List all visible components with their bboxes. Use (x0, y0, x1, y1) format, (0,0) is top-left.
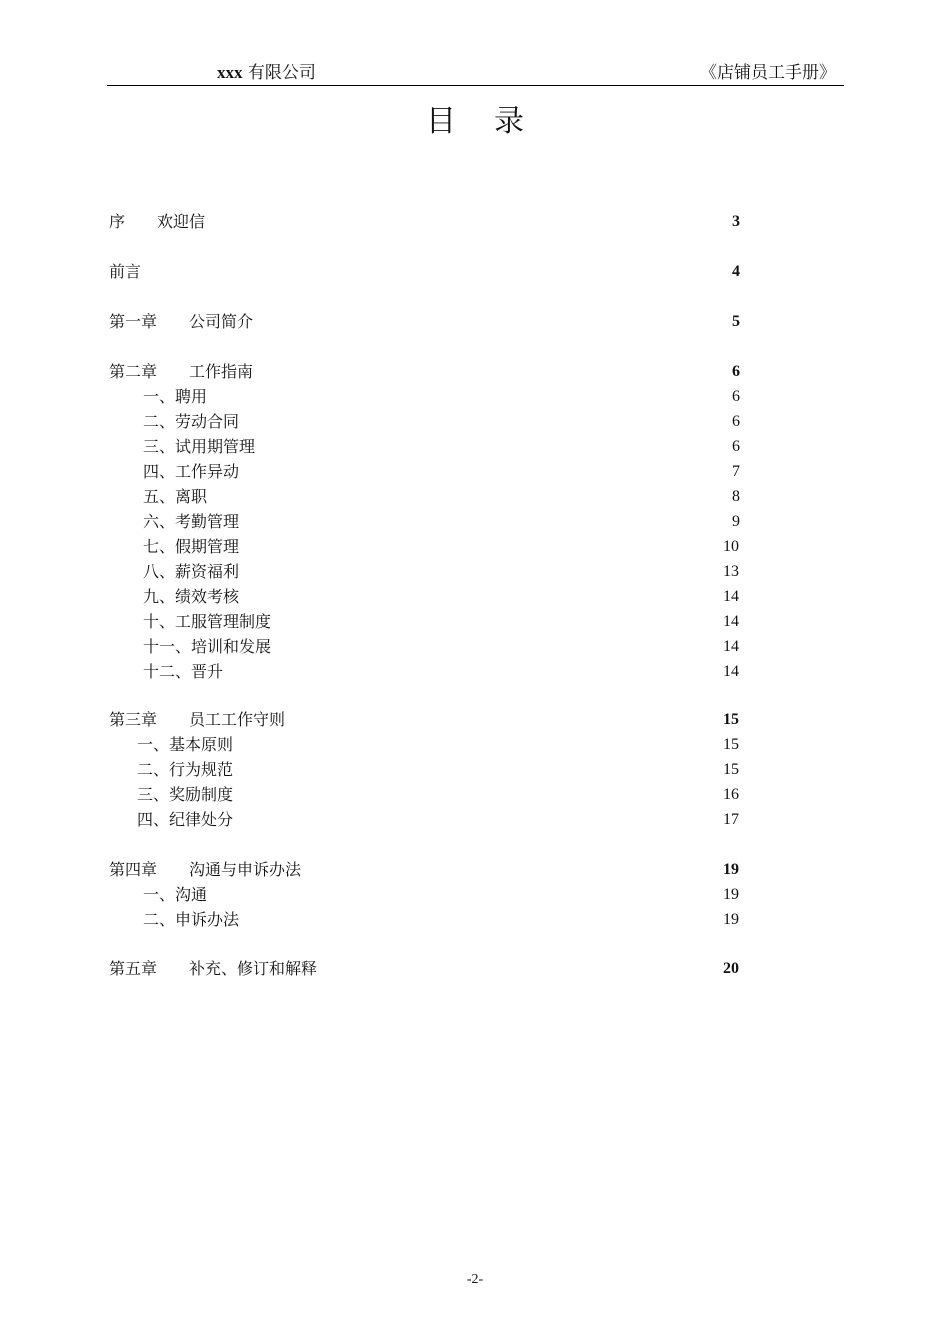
toc-entry-page: 15 (723, 711, 739, 728)
toc-entry-label: 一、沟通 (143, 885, 208, 904)
toc-chapter-row[interactable] (0, 310, 950, 334)
toc-chapter-row[interactable] (0, 858, 950, 882)
company-name-en: xxx (217, 63, 243, 82)
toc-entry-page: 19 (723, 861, 739, 878)
toc-entry-label: 二、申诉办法 (143, 910, 240, 929)
toc-entry-page: 5 (732, 313, 740, 330)
toc-entry-label: 四、纪律处分 (137, 810, 234, 829)
toc-entry-label: 十、工服管理制度 (143, 612, 272, 631)
page-title: 目录 (426, 104, 562, 139)
toc-entry-label: 第二章 工作指南 (109, 362, 254, 381)
toc-entry-page: 10 (723, 538, 739, 555)
toc-entry-page: 6 (732, 388, 740, 405)
toc-entry-label: 十二、晋升 (143, 662, 224, 681)
toc-section-row[interactable] (0, 485, 950, 509)
toc-entry-label: 第三章 员工工作守则 (109, 710, 286, 729)
toc-section-row[interactable] (0, 610, 950, 634)
toc-chapter-row[interactable] (0, 210, 950, 234)
toc-section-row[interactable] (0, 908, 950, 932)
company-name-cn: 有限公司 (242, 63, 316, 83)
toc-entry-page: 6 (732, 438, 740, 455)
toc-section-row[interactable] (0, 510, 950, 534)
toc-section-row[interactable] (0, 535, 950, 559)
toc-entry-page: 17 (723, 811, 739, 828)
toc-entry-page: 6 (732, 363, 740, 380)
toc-entry-label: 第一章 公司简介 (109, 312, 254, 331)
toc-entry-label: 二、劳动合同 (143, 412, 240, 431)
toc-entry-page: 14 (723, 613, 739, 630)
toc-entry-page: 4 (732, 263, 740, 280)
toc-section-row[interactable] (0, 410, 950, 434)
toc-chapter-row[interactable] (0, 360, 950, 384)
toc-section-row[interactable] (0, 808, 950, 832)
toc-section-row[interactable] (0, 733, 950, 757)
toc-entry-page: 14 (723, 638, 739, 655)
toc-entry-page: 6 (732, 413, 740, 430)
toc-section-row[interactable] (0, 635, 950, 659)
toc-entry-label: 二、行为规范 (137, 760, 234, 779)
toc-entry-label: 十一、培训和发展 (143, 637, 272, 656)
toc-entry-label: 前言 (109, 262, 142, 281)
toc-entry-label: 五、离职 (143, 487, 208, 506)
toc-section-row[interactable] (0, 660, 950, 684)
page-number: -2- (466, 1272, 484, 1287)
toc-entry-page: 19 (723, 886, 739, 903)
toc-section-row[interactable] (0, 560, 950, 584)
toc-chapter-row[interactable] (0, 957, 950, 981)
toc-entry-page: 14 (723, 588, 739, 605)
toc-entry-page: 9 (732, 513, 740, 530)
toc-entry-page: 15 (723, 761, 739, 778)
toc-entry-page: 3 (732, 213, 740, 230)
toc-chapter-row[interactable] (0, 708, 950, 732)
toc-entry-page: 19 (723, 911, 739, 928)
toc-entry-label: 七、假期管理 (143, 537, 240, 556)
toc-entry-page: 7 (732, 463, 740, 480)
toc-entry-label: 九、绩效考核 (143, 587, 240, 606)
toc-entry-page: 16 (723, 786, 739, 803)
toc-section-row[interactable] (0, 460, 950, 484)
handbook-title: 《店铺员工手册》 (700, 63, 836, 83)
toc-entry-page: 15 (723, 736, 739, 753)
toc-entry-label: 四、工作异动 (143, 462, 240, 481)
toc-entry-label: 三、奖励制度 (137, 785, 234, 804)
toc-entry-label: 八、薪资福利 (143, 562, 240, 581)
toc-entry-label: 六、考勤管理 (143, 512, 240, 531)
toc-entry-page: 20 (723, 960, 739, 977)
toc-entry-page: 8 (732, 488, 740, 505)
toc-chapter-row[interactable] (0, 260, 950, 284)
toc-section-row[interactable] (0, 435, 950, 459)
toc-section-row[interactable] (0, 758, 950, 782)
toc-entry-label: 第四章 沟通与申诉办法 (109, 860, 302, 879)
toc-entry-page: 13 (723, 563, 739, 580)
toc-entry-label: 一、基本原则 (137, 735, 234, 754)
toc-section-row[interactable] (0, 585, 950, 609)
toc-section-row[interactable] (0, 883, 950, 907)
toc-entry-label: 序 欢迎信 (109, 212, 206, 231)
toc-entry-label: 三、试用期管理 (143, 437, 256, 456)
toc-section-row[interactable] (0, 385, 950, 409)
toc-entry-label: 一、聘用 (143, 387, 208, 406)
toc-entry-page: 14 (723, 663, 739, 680)
toc-section-row[interactable] (0, 783, 950, 807)
toc-entry-label: 第五章 补充、修订和解释 (109, 959, 318, 978)
